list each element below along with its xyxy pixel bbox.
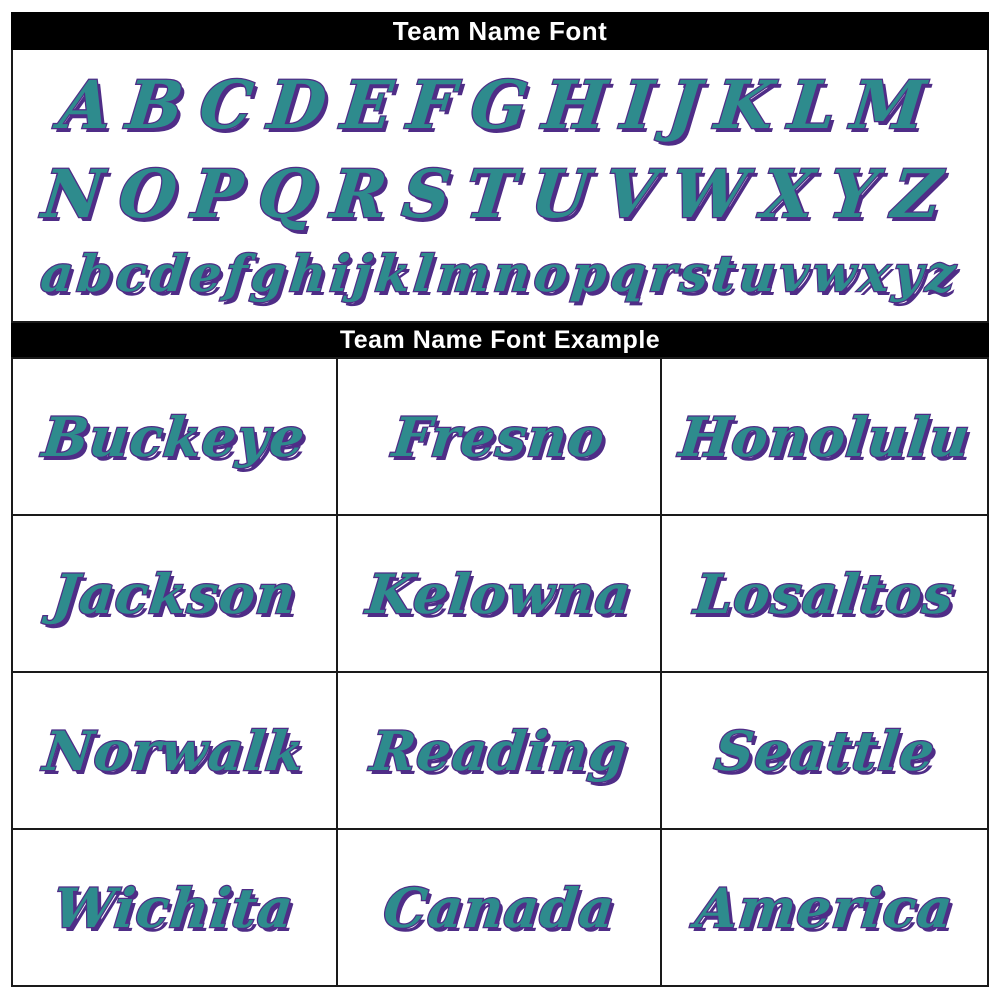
team-name-font-example-header-label: Team Name Font Example [339, 325, 661, 354]
example-cell-honolulu [662, 357, 987, 514]
alphabet-uppercase-row-2: NOPQRSTUVWXYZ [38, 154, 962, 233]
example-cell-buckeye [13, 357, 338, 514]
team-name-example: Wichita [51, 875, 298, 940]
example-grid [11, 357, 989, 987]
team-name-example: Honolulu [676, 404, 973, 469]
team-name-example: Buckeye [39, 404, 309, 469]
team-name-example: Reading [367, 718, 631, 783]
example-cell-kelowna [338, 514, 663, 671]
team-name-example: Kelowna [363, 561, 635, 626]
example-cell-america [662, 828, 987, 985]
team-name-example: Seattle [711, 718, 939, 783]
team-name-example: Losaltos [691, 561, 958, 626]
team-name-example: America [692, 875, 957, 940]
example-cell-reading [338, 671, 663, 828]
example-cell-wichita [13, 828, 338, 985]
example-cell-losaltos [662, 514, 987, 671]
example-cell-jackson [13, 514, 338, 671]
team-name-example: Canada [380, 875, 618, 940]
alphabet-preview-panel [11, 50, 989, 323]
example-cell-canada [338, 828, 663, 985]
team-name-example: Jackson [49, 561, 300, 626]
alphabet-lowercase-row: abcdefghijklmnopqrstuvwxyz [37, 243, 963, 303]
example-cell-fresno [338, 357, 663, 514]
example-cell-seattle [662, 671, 987, 828]
team-name-example: Norwalk [40, 718, 308, 783]
team-name-font-header [11, 12, 989, 50]
team-name-font-header-label: Team Name Font [392, 15, 608, 46]
team-name-font-example-header [11, 323, 989, 357]
alphabet-uppercase-row-1: ABCDEFGHIJKLM [55, 66, 945, 145]
example-cell-norwalk [13, 671, 338, 828]
team-name-example: Fresno [389, 404, 609, 469]
